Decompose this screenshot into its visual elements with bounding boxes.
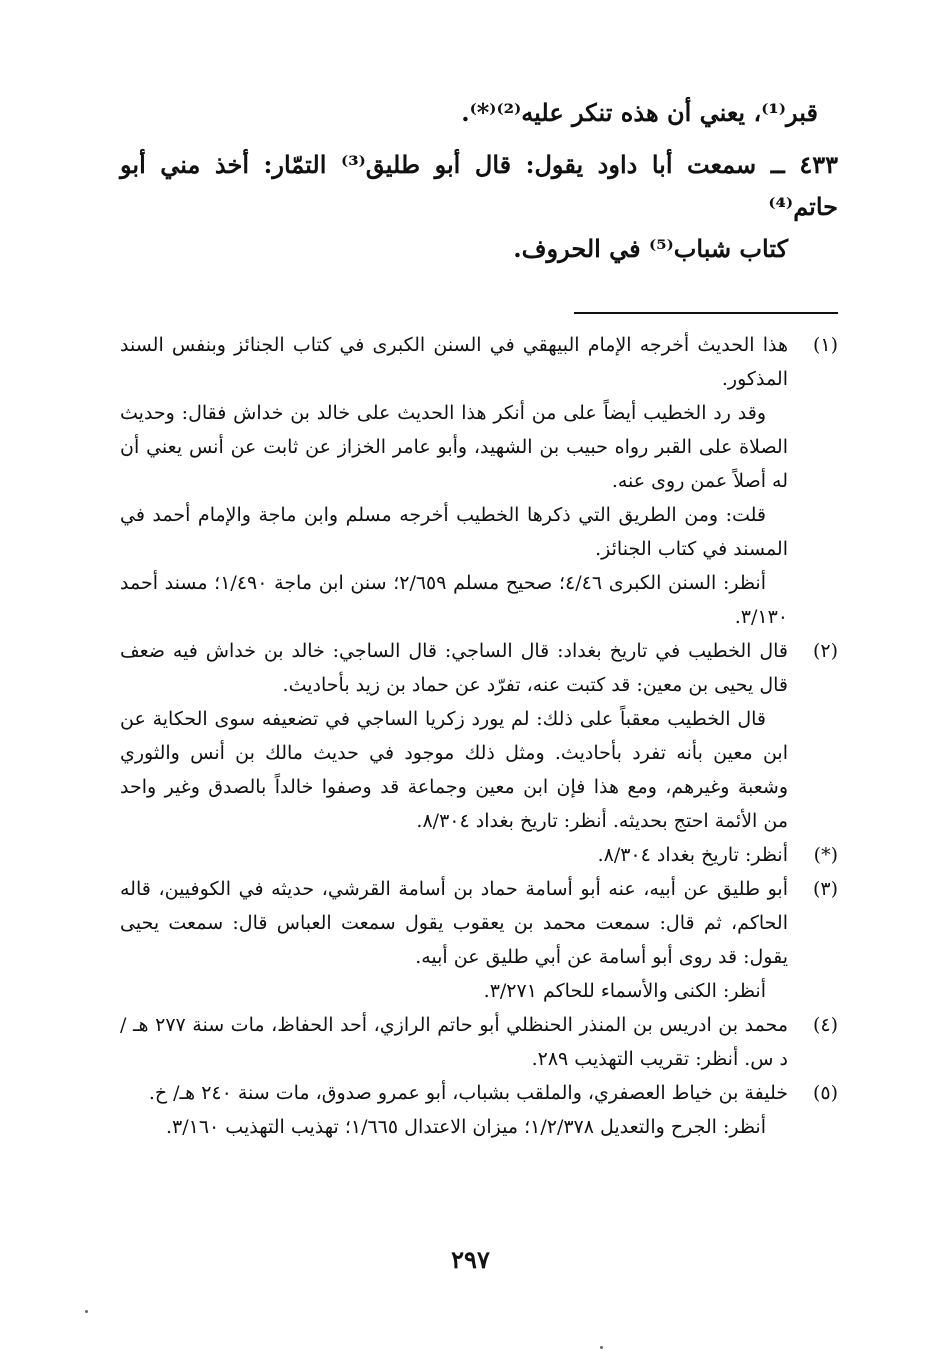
entry-line-1 [120,144,838,228]
footnote-marker: (٢) [812,640,838,662]
footnote [120,634,838,838]
footnote-paragraph: هذا الحديث أخرجه الإمام البيهقي في السنن الكبرى في كتاب الجنائز وبنفس السند المذكور. [120,334,788,390]
entry-433 [120,144,838,270]
page-body [120,90,838,1144]
footnote-paragraph: خليفة بن خياط العصفري، والملقب بشباب، أبو عمرو صدوق، مات سنة ٢٤٠ هـ/ خ. [148,1082,788,1104]
footnote [120,1076,838,1144]
footnote [120,1008,838,1076]
top-line [120,90,838,136]
top-line-text: قبر⁽¹⁾، يعني أن هذه تنكر عليه⁽²⁾⁽*⁾. [461,98,818,127]
footnote-marker: (٤) [812,1014,838,1036]
scan-speck [600,1346,603,1349]
footnote-marker: (٣) [812,878,838,900]
footnote-separator [574,312,838,314]
footnote-paragraph: قلت: ومن الطريق التي ذكرها الخطيب أخرجه مسلم وابن ماجة والإمام أحمد في المسند في كتاب الجنائز. [120,504,788,560]
footnote-paragraph: أنظر: تاريخ بغداد ٨/٣٠٤. [597,844,788,866]
footnotes [120,328,838,1144]
footnote-paragraph: وقد رد الخطيب أيضاً على من أنكر هذا الحديث على خالد بن خداش فقال: وحديث الصلاة على القبر رواه حبيب بن الشهيد، وأبو عامر الخزاز عن ثابت عن أنس يعني أن له أصلاً عمن روى عنه. [120,402,788,492]
footnote [120,872,838,1008]
footnote-paragraph: محمد بن ادريس بن المنذر الحنظلي أبو حاتم الرازي، أحد الحفاظ، مات سنة ٢٧٧ هـ / د س. أنظر: تقريب التهذيب ٢٨٩. [120,1014,788,1070]
footnote-marker: (١) [812,334,838,356]
footnote [120,838,838,872]
entry-number: ٤٣٣ [799,150,838,179]
footnote-marker: (*) [813,844,838,866]
page-number: ٢٩٧ [451,1245,490,1274]
footnote-marker: (٥) [812,1082,838,1104]
scan-speck [85,1310,88,1313]
footnote-paragraph: أنظر: السنن الكبرى ٤/٤٦؛ صحيح مسلم ٢/٦٥٩؛ سنن ابن ماجة ١/٤٩٠؛ مسند أحمد ٣/١٣٠. [120,572,788,628]
footnote [120,328,838,634]
footnote-paragraph: قال الخطيب في تاريخ بغداد: قال الساجي: قال الساجي: خالد بن خداش فيه ضعف قال يحيى بن معين: قد كتبت عنه، تفرّد عن حماد بن زيد بأحاديث. [120,640,788,696]
footnote-paragraph: أبو طليق عن أبيه، عنه أبو أسامة حماد بن أسامة القرشي، حديثه في الكوفيين، قاله الحاكم، ثم قال: سمعت محمد بن يعقوب يقول سمعت العباس قال: سمعت يحيى يقول: قد روى أبو أسامة عن أبي طليق عن أبيه. [120,878,788,968]
footnote-paragraph: أنظر: الجرح والتعديل ١/٢/٣٧٨؛ ميزان الاعتدال ١/٦٦٥؛ تهذيب التهذيب ٣/١٦٠. [165,1116,766,1138]
footnote-paragraph: أنظر: الكنى والأسماء للحاكم ٣/٢٧١. [483,980,766,1002]
footnote-paragraph: قال الخطيب معقباً على ذلك: لم يورد زكريا الساجي في تضعيفه سوى الحكاية عن ابن معين بأنه تفرد بأحاديث. ومثل ذلك موجود في حديث مالك بن أنس والثوري وشعبة وغيرهم، ومع هذا فإن ابن معين وجماعة قد وصفوا خالداً بالصدق وغير واحد من الأئمة احتج بحديثه. أنظر: تاريخ بغداد ٨/٣٠٤. [120,708,788,832]
entry-line-1-text: ــ سمعت أبا داود يقول: قال أبو طليق⁽³⁾ التمّار: أخذ مني أبو حاتم⁽⁴⁾ [120,150,838,221]
entry-line-2: كتاب شباب⁽⁵⁾ في الحروف. [513,234,788,263]
